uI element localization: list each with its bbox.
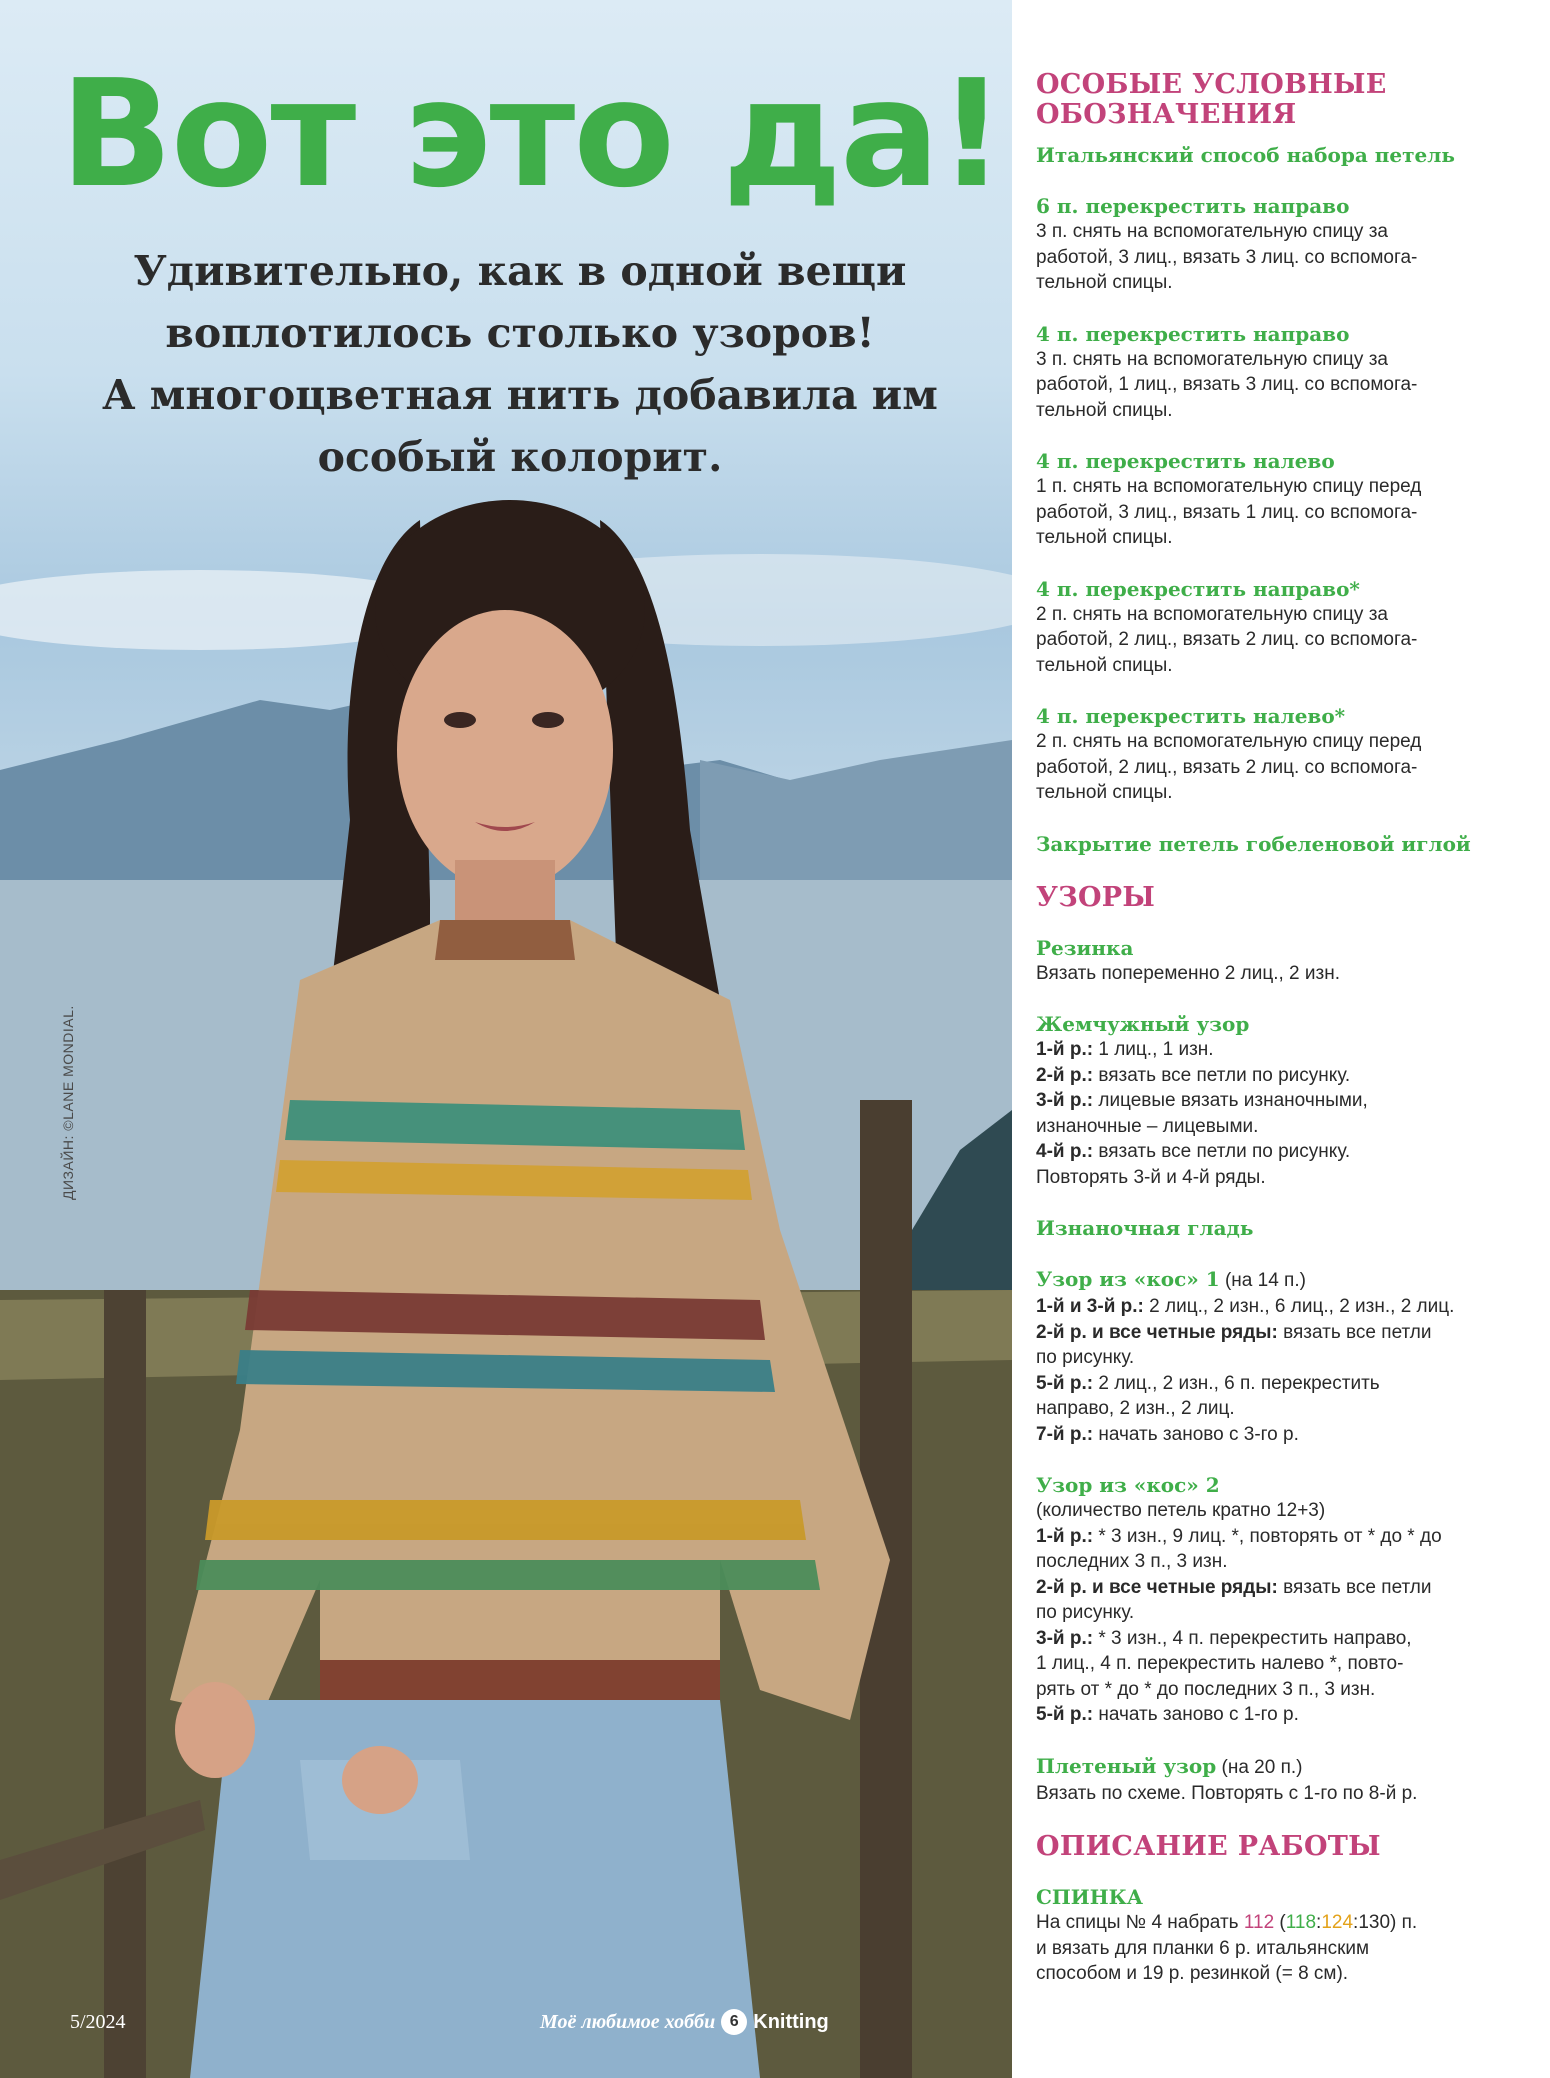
pattern-cables-1 [1036,1266,1536,1447]
symbol-line: 2 п. снять на вспомогательную спицу перед [1036,731,1422,752]
row-key: 5-й р.: [1036,1372,1094,1394]
row-text: 1 лиц., 1 изн. [1093,1039,1214,1060]
magazine-name: Моё любимое хобби [540,2010,716,2033]
pattern-row [1036,1498,1536,1524]
issue-number: 5/2024 [70,2011,126,2033]
pattern-title: Узор из «кос» 1 [1036,1267,1220,1291]
row-key: 7-й р.: [1036,1423,1094,1445]
separator: : [1353,1912,1359,1933]
pattern-row [1036,1294,1536,1320]
row-key: 2-й р.: [1036,1064,1094,1086]
row-text: вязать все петли по рисунку. [1093,1141,1351,1162]
symbol-line: тельной спицы. [1036,272,1173,293]
row-text: начать заново с 1-го р. [1093,1704,1299,1725]
pattern-note: (на 14 п.) [1219,1270,1306,1291]
pattern-row [1036,1677,1536,1703]
symbols-title: ОСОБЫЕ УСЛОВНЫЕ ОБОЗНАЧЕНИЯ [1036,69,1387,130]
row-text: последних 3 п., 3 изн. [1036,1551,1228,1572]
symbol-name: 4 п. перекрестить направо* [1036,576,1360,601]
row-text: 1 лиц., 4 п. перекрестить налево *, повто- [1036,1653,1404,1674]
symbol-line: тельной спицы. [1036,527,1173,548]
row-text: 2 лиц., 2 изн., 6 лиц., 2 изн., 2 лиц. [1143,1296,1455,1317]
row-text: лицевые вязать изнаночными, [1093,1090,1368,1111]
pattern-row [1036,1345,1536,1371]
pattern-row [1036,1063,1536,1089]
pattern-cables-2 [1036,1472,1536,1728]
pattern-title: Плетеный узор [1036,1753,1217,1778]
row-key: 2-й р. и все четные ряды: [1036,1576,1278,1598]
size-count: 124 [1321,1912,1354,1933]
row-key: 3-й р.: [1036,1627,1094,1649]
symbol-line: тельной спицы. [1036,782,1173,803]
symbol-line: работой, 3 лиц., вязать 3 лиц. со вспомога- [1036,246,1418,268]
back-line: способом и 19 р. резинкой (= 8 см). [1036,1963,1349,1984]
lede-line: особый колорит. [317,433,723,481]
row-text: * 3 изн., 4 п. перекрестить направо, [1093,1627,1412,1649]
size-count: 118 [1285,1912,1317,1933]
pattern-row [1036,1600,1536,1626]
symbol-item [1036,448,1536,551]
row-text: направо, 2 изн., 2 лиц. [1036,1398,1235,1419]
lede-line: Удивительно, как в одной вещи [133,247,907,295]
row-key: 1-й р.: [1036,1525,1094,1547]
page-number: 6 [721,2009,747,2035]
row-text: по рисунку. [1036,1602,1135,1623]
back-line: и вязать для планки 6 р. итальянским [1036,1937,1370,1959]
pattern-row [1036,1139,1536,1165]
work-title: ОПИСАНИЕ РАБОТЫ [1036,1831,1381,1862]
pattern-row [1036,1422,1536,1448]
italian-cast-on: Итальянский способ набора петель [1036,143,1455,167]
symbol-line: тельной спицы. [1036,399,1173,421]
footer-brand [540,2009,829,2035]
symbol-item [1036,321,1536,424]
row-key: 5-й р.: [1036,1704,1094,1725]
row-key: 1-й и 3-й р.: [1036,1296,1144,1317]
symbol-line: работой, 2 лиц., вязать 2 лиц. со вспомога- [1036,629,1418,650]
section-name: Knitting [753,2010,829,2033]
symbol-line: тельной спицы. [1036,654,1173,676]
pattern-row [1036,1088,1536,1114]
pattern-note: (на 20 п.) [1216,1756,1303,1778]
back-line [1036,1910,1536,1936]
pattern-row [1036,1702,1536,1728]
pattern-row [1036,1575,1536,1601]
row-key: 4-й р.: [1036,1141,1094,1162]
separator: : [1316,1912,1322,1933]
tapestry-bind-off: Закрытие петель гобеленовой иглой [1036,831,1471,856]
design-credit: ДИЗАЙН: ©LANE MONDIAL. [60,1005,76,1200]
pattern-rib [1036,935,1536,987]
symbol-line: работой, 2 лиц., вязать 2 лиц. со вспомога- [1036,756,1418,778]
back-text: На спицы № 4 набрать [1036,1912,1244,1933]
row-text: Повторять 3-й и 4-й ряды. [1036,1166,1266,1188]
pattern-row [1036,1549,1536,1575]
pattern-line: Вязать попеременно 2 лиц., 2 изн. [1036,962,1340,984]
pattern-row [1036,1320,1536,1346]
symbol-name: 4 п. перекрестить налево* [1036,704,1346,728]
row-text: рять от * до * до последних 3 п., 3 изн. [1036,1678,1376,1700]
pattern-row [1036,1165,1536,1191]
lede-line: А многоцветная нить добавила им [102,371,938,419]
row-text: вязать все петли [1277,1576,1432,1598]
symbol-line: 3 п. снять на вспомогательную спицу за [1036,221,1388,242]
lede [60,240,980,488]
pattern-row [1036,1651,1536,1677]
symbol-line: 3 п. снять на вспомогательную спицу за [1036,348,1388,370]
row-text: по рисунку. [1036,1347,1135,1368]
symbol-line: работой, 3 лиц., вязать 1 лиц. со вспомога- [1036,501,1418,523]
pattern-reverse-stockinette: Изнаночная гладь [1036,1216,1254,1240]
row-text: вязать все петли по рисунку. [1093,1064,1351,1086]
pattern-name: Резинка [1036,935,1134,960]
row-key: 2-й р. и все четные ряды: [1036,1321,1278,1343]
pattern-row [1036,1114,1536,1140]
pattern-row [1036,1626,1536,1652]
row-text: вязать все петли [1277,1321,1432,1343]
size-count: 130 [1358,1912,1391,1933]
row-text: * 3 изн., 9 лиц. *, повторять от * до * до [1093,1525,1442,1547]
pattern-row [1036,1396,1536,1422]
row-text: 2 лиц., 2 изн., 6 п. перекрестить [1093,1372,1380,1394]
pattern-row [1036,1524,1536,1550]
back-text: ) п. [1390,1912,1418,1933]
row-text: изнаночные – лицевыми. [1036,1115,1259,1137]
symbol-line: 2 п. снять на вспомогательную спицу за [1036,603,1388,625]
pattern-name: Жемчужный узор [1036,1012,1250,1036]
symbol-name: 4 п. перекрестить налево [1036,449,1335,473]
row-key: 3-й р.: [1036,1090,1094,1111]
pattern-name [1036,1266,1536,1294]
patterns-title: УЗОРЫ [1036,881,1156,913]
row-text: начать заново с 3-го р. [1093,1423,1299,1445]
lede-line: воплотилось столько узоров! [165,309,875,357]
headline: Вот это да! [60,48,1004,220]
pattern-name: Узор из «кос» 2 [1036,1473,1220,1497]
symbol-line: 1 п. снять на вспомогательную спицу перед [1036,476,1422,497]
symbol-name: 6 п. перекрестить направо [1036,194,1350,218]
pattern-name [1036,1753,1536,1781]
row-key: 1-й р.: [1036,1039,1094,1060]
pattern-braid [1036,1753,1536,1807]
pattern-row [1036,1371,1536,1397]
pattern-pearl [1036,1011,1536,1190]
row-text: (количество петель кратно 12+3) [1036,1500,1326,1521]
symbol-item [1036,703,1536,806]
back-text: ( [1274,1912,1286,1933]
size-count: 112 [1243,1912,1275,1933]
symbol-line: работой, 1 лиц., вязать 3 лиц. со вспомога- [1036,374,1418,395]
back-title: СПИНКА [1036,1885,1144,1909]
instructions-column [1036,70,1536,1987]
symbol-item [1036,193,1536,296]
work-back [1036,1884,1536,1987]
pattern-line: Вязать по схеме. Повторять с 1-го по 8-й р. [1036,1782,1418,1804]
symbol-name: 4 п. перекрестить направо [1036,321,1350,346]
pattern-row [1036,1037,1536,1063]
symbol-item [1036,576,1536,679]
